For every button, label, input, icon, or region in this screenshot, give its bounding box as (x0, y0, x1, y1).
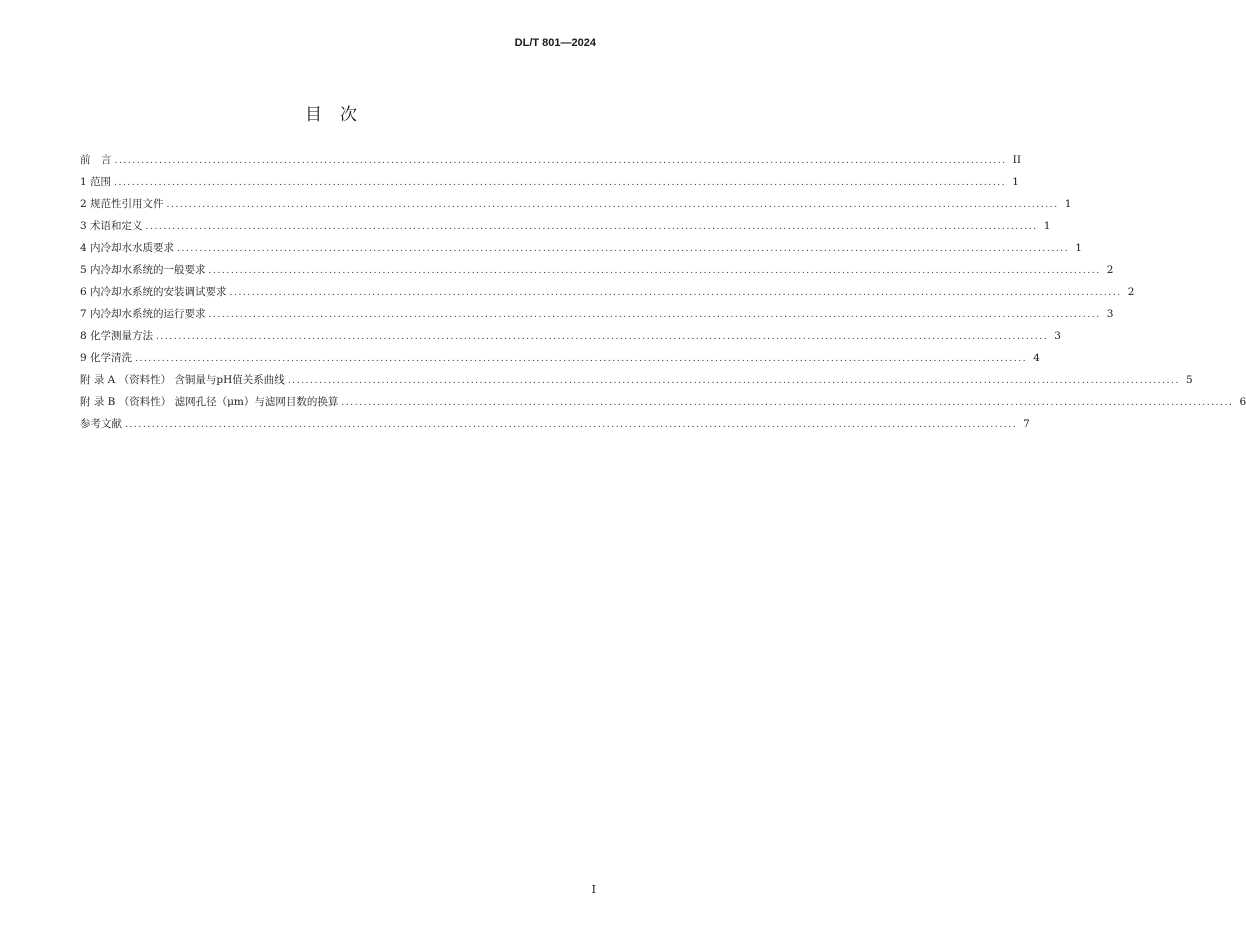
toc-leader-dots: ........................................................................................................................................................................................................ (177, 244, 1070, 254)
toc-leader-dots: ........................................................................................................................................................................................................ (229, 288, 1122, 298)
toc-entry[interactable] (80, 262, 1114, 284)
toc-entry-page: 1 (1064, 198, 1072, 210)
toc-entry-label: 附 录 A （资料性） 含铜量与pH值关系曲线 (80, 374, 285, 386)
toc-entry-page: 2 (1127, 286, 1135, 298)
toc-entry[interactable] (80, 174, 1019, 196)
toc-title: 目次 (305, 105, 375, 125)
toc-entry-label: 8 化学测量方法 (80, 330, 154, 342)
toc-list (80, 152, 1246, 438)
toc-entry-page: 4 (1033, 352, 1040, 364)
toc-entry-label: 1 范围 (80, 176, 112, 188)
toc-entry[interactable] (80, 240, 1082, 262)
toc-entry[interactable] (80, 328, 1061, 350)
toc-leader-dots: ........................................................................................................................................................................................................ (208, 266, 1101, 276)
toc-entry[interactable] (80, 218, 1051, 240)
toc-entry-label: 2 规范性引用文件 (80, 198, 164, 210)
toc-entry-label: 前 言 (80, 154, 112, 166)
toc-entry-page: 5 (1185, 374, 1193, 386)
toc-entry-page: 1 (1012, 176, 1019, 188)
toc-entry-page: II (1012, 154, 1021, 166)
toc-entry-label: 参考文献 (80, 418, 122, 430)
toc-leader-dots: ........................................................................................................................................................................................................ (166, 200, 1059, 210)
toc-entry-label: 5 内冷却水系统的一般要求 (80, 264, 206, 276)
toc-entry-page: 3 (1054, 330, 1061, 342)
toc-leader-dots: ........................................................................................................................................................................................................ (156, 332, 1049, 342)
toc-entry-page: 1 (1043, 220, 1051, 232)
toc-leader-dots: ........................................................................................................................................................................................................ (341, 398, 1234, 408)
toc-entry[interactable] (80, 394, 1246, 416)
toc-leader-dots: ........................................................................................................................................................................................................ (125, 420, 1018, 430)
page-number: I (591, 883, 596, 896)
toc-entry-label: 9 化学清洗 (80, 352, 133, 364)
toc-entry-page: 7 (1023, 418, 1030, 430)
toc-entry[interactable] (80, 306, 1114, 328)
toc-entry-page: 6 (1239, 396, 1246, 408)
toc-leader-dots: ........................................................................................................................................................................................................ (145, 222, 1038, 232)
toc-entry-label: 7 内冷却水系统的运行要求 (80, 308, 206, 320)
toc-entry-page: 2 (1106, 264, 1114, 276)
toc-leader-dots: ........................................................................................................................................................................................................ (114, 178, 1007, 188)
toc-entry[interactable] (80, 350, 1040, 372)
toc-entry[interactable] (80, 416, 1030, 438)
toc-entry-label: 4 内冷却水水质要求 (80, 242, 175, 254)
toc-entry-label: 6 内冷却水系统的安装调试要求 (80, 286, 227, 298)
toc-entry[interactable] (80, 372, 1193, 394)
toc-entry-label: 附 录 B （资料性） 滤网孔径（μm）与滤网目数的换算 (80, 396, 339, 408)
toc-entry-page: 3 (1106, 308, 1114, 320)
toc-entry-page: 1 (1075, 242, 1082, 254)
toc-leader-dots: ........................................................................................................................................................................................................ (287, 376, 1180, 386)
toc-entry[interactable] (80, 196, 1072, 218)
toc-entry-label: 3 术语和定义 (80, 220, 143, 232)
toc-leader-dots: ........................................................................................................................................................................................................ (114, 156, 1007, 166)
document-code: DL/T 801—2024 (514, 37, 596, 49)
toc-entry[interactable] (80, 152, 1021, 174)
toc-entry[interactable] (80, 284, 1135, 306)
toc-leader-dots: ........................................................................................................................................................................................................ (135, 354, 1028, 364)
toc-leader-dots: ........................................................................................................................................................................................................ (208, 310, 1101, 320)
